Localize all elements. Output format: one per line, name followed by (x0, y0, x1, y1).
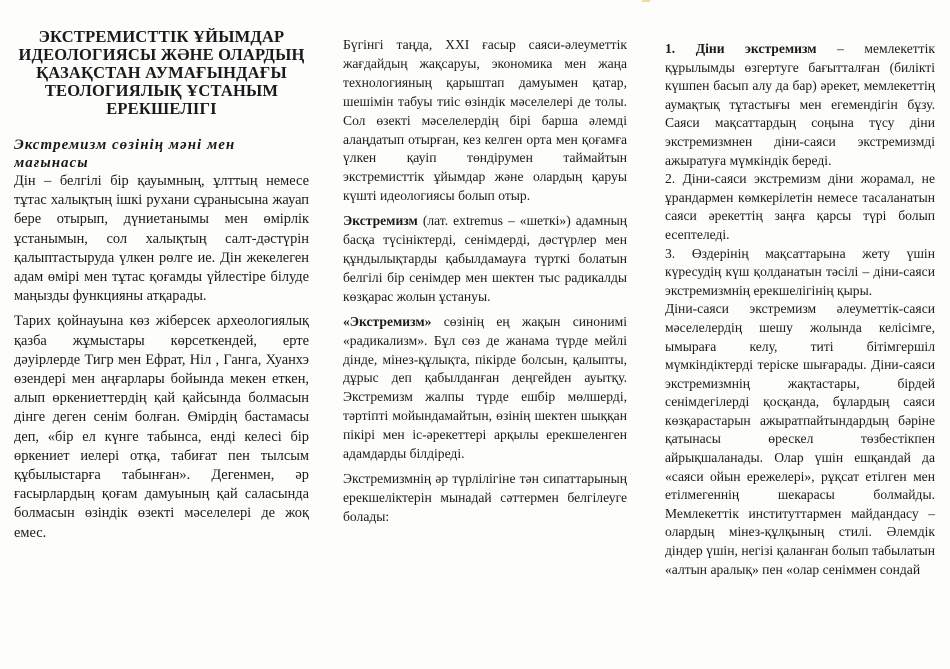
list-item: 3. Өздерінің мақсаттарына жету үшін күресудің күш қолданатын тәсілі – діни-саяси экстремизмнің ерекшелігінің қыры. (665, 245, 935, 298)
list-item-text: – мемлекеттік құрылымды өзгертуге бағытталған (биліктi күшпен басып алу да бар) әрекет, мемлекеттің аумақтық тұтастығы мен егемендігін бұзу. Саяси мақсаттардың соңына түсу діни экстремизмнен діни-саяси экстремизмді ажыратуға мүмкіндік береді. (665, 41, 935, 168)
paragraph: Дін – белгілі бір қауымның, ұлттың немесе тұтас халықтың ішкі рухани сұранысына жауап бере отырып, дүниетанымы мен өмірлік ұстанымын, сол халықтың салт-дәстүрін қалыптастыруда үлкен рөлге ие. Дін жекелеген адам өмірі мен тұтас қоғамды үйлестіре білуде маңызды функцияны атқарады. (14, 173, 309, 305)
paragraph (343, 313, 627, 464)
paragraph: Діни-саяси экстремизм әлеуметтік-саяси мәселелердің шешу жолында келісімге, ымыраға келу, титі бітімгершіл мүмкіндіктерді теріске шығарады. Діни-саяси экстремизмнің жақтастары, бірдей сенімдегілерді қосқанда, бұлардың саяси көзқарастарын ажыратпайтындардың бәріне қатынасы өрескел төзбестікпен айрықшаланады. Олар үшін ешқандай да «саяси ойын ережелері», рұқсат етілген мен етілмегеннің шекарасы болмайды. Мемлекеттік институттармен майдандасу – олардың мінез-құлқының стилі. Әлемдік діндер үшін, негізі қаланған болып табылатын «алтын аралық» пен «олар сеніммен сондай (665, 301, 935, 577)
term-extremism: Экстремизм (343, 213, 418, 229)
paragraph-text: (лат. extremus – «шеткі») адамның басқа түсініктерді, сенімдерді, дәстүрлер мен құндылықтарды қабылдамауға түрткі болатын белгілі бір сенімдер мен шектен тыс радикалды көзқарас жолын ұстануы. (343, 213, 627, 304)
scan-mark (642, 0, 650, 2)
paragraph: Бүгінгі таңда, XXI ғасыр саяси-әлеуметтік жағдайдың жақсаруы, экономика мен жаңа технологияның қарыштап дамуымен қатар, шешімін табуы тиіс өзіндік мәселелері де толы. Сол өзекті мәселелердің бірі барша әлемді алаңдатып отырған, кез келген орта мен қоғамға үлкен қауіп төндірумен таймайтын экстремисттік ұйымдар және олардың қаруы күшті идеологиясы болып отыр. (343, 37, 627, 204)
paragraph: Тарих қойнауына көз жіберсек археологиялық қазба жұмыстары көрсеткендей, ерте дәуірлерде Тигр мен Ефрат, Ніл , Ганга, Хуанхэ өзендері мен аңғарлары бойында мекен еткен, алып өркениеттердің қай қайсында болмасын дінге деген сенім болған. Өмірдің бастамасы деп, «бір ел күнге табынса, енді келесі бір өркениет иелері отқа, табиғат пен тылсым құбылыстарға табынған». Дегенмен, әр ғасырлардың қоғам дамуының қай саласында болмасын өзіндік өзекті мәселелері де жоқ емес. (14, 313, 309, 541)
paragraph: Экстремизмнің әр түрлілігіне тән сипаттарының ерекшеліктерін мынадай сәттермен белгілеуге болады: (343, 470, 627, 524)
list-item-term: 1. Діни экстремизм (665, 41, 817, 56)
paragraph (343, 212, 627, 307)
term-extremism-quoted: «Экстремизм» (343, 313, 432, 329)
list-item (665, 40, 935, 170)
section-subtitle: Экстремизм сөзінің мәні мен мағынасы (14, 137, 236, 171)
column-1 (14, 28, 309, 543)
column-3 (665, 40, 935, 579)
list-item: 2. Діни-саяси экстремизм діни жорамал, не ұрандармен көмкерілетін немесе тасаланатын саяси әрекеттің заңға қарсы түрі болып есептеледі. (665, 171, 935, 242)
paragraph-text: сөзінің ең жақын синонимі «радикализм». Бұл сөз де жанама түрде мейлі дінде, мінез-құлықта, пікірде болсын, қалыпты, дұрыс деп қабылданған деңгейден ауытқу. Экстремизм жалпы түрде ешбір мөлшерді, тәртіпті мойындамайтын, өзінің шектен шыққан пікірі мен іс-әрекеттері арқылы ерекшеленген адамдарды білдіреді. (343, 313, 627, 462)
column-2 (343, 36, 627, 527)
document-title: ЭКСТРЕМИСТТІК ҰЙЫМДАР ИДЕОЛОГИЯСЫ ЖӘНЕ ОЛАРДЫҢ ҚАЗАҚСТАН АУМАҒЫНДАҒЫ ТЕОЛОГИЯЛЫҚ ҰСТАНЫМ ЕРЕКШЕЛІГІ (18, 28, 305, 118)
